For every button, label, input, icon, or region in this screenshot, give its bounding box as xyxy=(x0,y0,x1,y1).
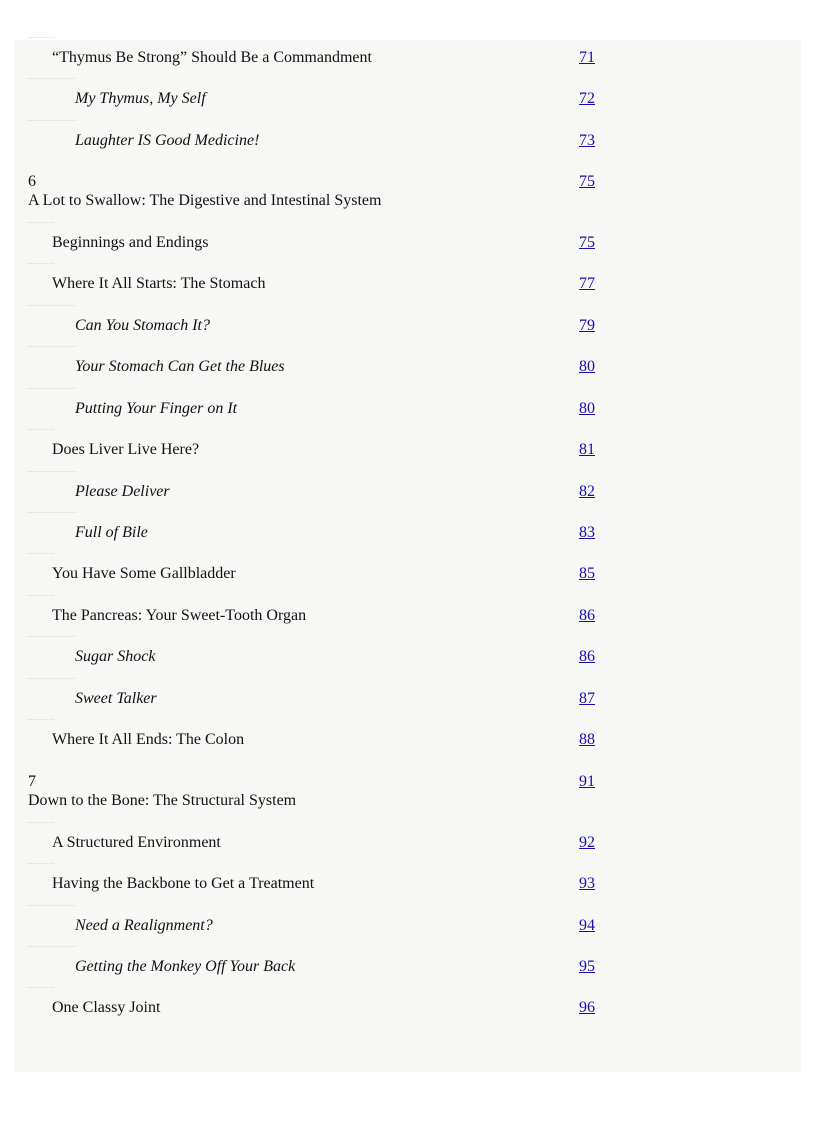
entry-title: The Pancreas: Your Sweet-Tooth Organ xyxy=(52,607,307,624)
entry-title: My Thymus, My Self xyxy=(75,90,206,107)
page-link[interactable]: 88 xyxy=(579,731,595,748)
entry-title: Sweet Talker xyxy=(75,690,157,707)
dotted-rule xyxy=(28,471,76,473)
dotted-rule xyxy=(28,553,54,555)
page-link[interactable]: 92 xyxy=(579,834,595,851)
entry-title: Need a Realignment? xyxy=(75,917,213,934)
entry-title: Can You Stomach It? xyxy=(75,317,210,334)
entry-title: Full of Bile xyxy=(75,524,148,541)
page-link[interactable]: 75 xyxy=(579,173,595,190)
entry-title: Laughter IS Good Medicine! xyxy=(75,132,260,149)
page-link[interactable]: 80 xyxy=(579,358,595,375)
page-link[interactable]: 75 xyxy=(579,234,595,251)
table-of-contents xyxy=(14,40,801,1072)
dotted-rule xyxy=(28,222,54,224)
dotted-rule xyxy=(28,388,76,390)
dotted-rule xyxy=(28,822,54,824)
page-link[interactable]: 72 xyxy=(579,90,595,107)
entry-title: Having the Backbone to Get a Treatment xyxy=(52,875,315,892)
page-link[interactable]: 94 xyxy=(579,917,595,934)
page-link[interactable]: 79 xyxy=(579,317,595,334)
dotted-rule xyxy=(28,346,76,348)
page-link[interactable]: 93 xyxy=(579,875,595,892)
dotted-rule xyxy=(28,636,76,638)
page-link[interactable]: 91 xyxy=(579,773,595,790)
page-link[interactable]: 87 xyxy=(579,690,595,707)
dotted-rule xyxy=(28,37,54,39)
dotted-rule xyxy=(28,120,76,122)
chapter-number: 7 xyxy=(28,773,36,790)
entry-title: One Classy Joint xyxy=(52,999,161,1016)
dotted-rule xyxy=(28,987,54,989)
page-link[interactable]: 86 xyxy=(579,607,595,624)
page-link[interactable]: 82 xyxy=(579,483,595,500)
entry-title: A Structured Environment xyxy=(52,834,221,851)
dotted-rule xyxy=(28,946,76,948)
entry-title: Does Liver Live Here? xyxy=(52,441,200,458)
page-link[interactable]: 86 xyxy=(579,648,595,665)
entry-title: Where It All Ends: The Colon xyxy=(52,731,245,748)
entry-title: Getting the Monkey Off Your Back xyxy=(75,958,296,975)
entry-title: Putting Your Finger on It xyxy=(75,400,238,417)
dotted-rule xyxy=(28,719,54,721)
page-link[interactable]: 71 xyxy=(579,49,595,66)
chapter-title: Down to the Bone: The Structural System xyxy=(28,792,297,809)
page-link[interactable]: 73 xyxy=(579,132,595,149)
page-link[interactable]: 85 xyxy=(579,565,595,582)
entry-title: Where It All Starts: The Stomach xyxy=(52,275,266,292)
dotted-rule xyxy=(28,305,76,307)
entry-title: Sugar Shock xyxy=(75,648,156,665)
chapter-title: A Lot to Swallow: The Digestive and Intestinal System xyxy=(28,192,382,209)
page-link[interactable]: 77 xyxy=(579,275,595,292)
chapter-number: 6 xyxy=(28,173,36,190)
page-link[interactable]: 95 xyxy=(579,958,595,975)
dotted-rule xyxy=(28,678,76,680)
dotted-rule xyxy=(28,863,54,865)
entry-title: Beginnings and Endings xyxy=(52,234,209,251)
entry-title: “Thymus Be Strong” Should Be a Commandment xyxy=(52,49,372,66)
entry-title: Your Stomach Can Get the Blues xyxy=(75,358,285,375)
entry-title: You Have Some Gallbladder xyxy=(52,565,236,582)
dotted-rule xyxy=(28,595,54,597)
dotted-rule xyxy=(28,263,54,265)
entry-title: Please Deliver xyxy=(75,483,170,500)
page-link[interactable]: 80 xyxy=(579,400,595,417)
page-link[interactable]: 83 xyxy=(579,524,595,541)
page-link[interactable]: 81 xyxy=(579,441,595,458)
dotted-rule xyxy=(28,78,76,80)
dotted-rule xyxy=(28,429,54,431)
page-link[interactable]: 96 xyxy=(579,999,595,1016)
dotted-rule xyxy=(28,512,76,514)
dotted-rule xyxy=(28,905,76,907)
